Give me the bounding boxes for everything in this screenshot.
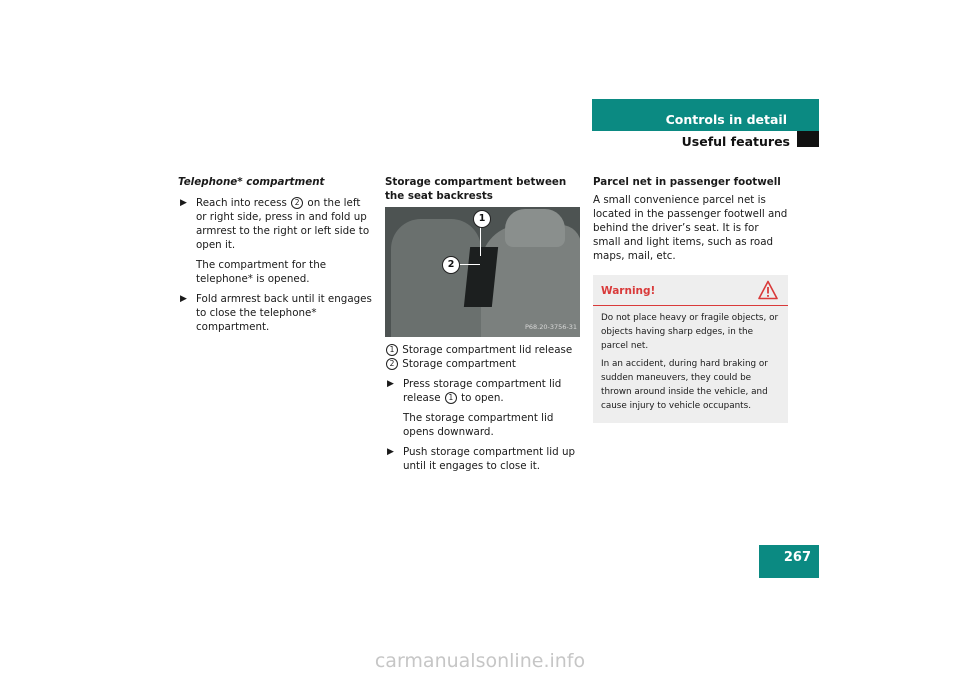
figure-marker-1: 1 bbox=[473, 210, 491, 228]
instruction-step: ▶ Reach into recess 2 on the left or right side, press in and fold up armrest to the right or left side to open it. bbox=[180, 197, 370, 251]
chapter-title: Controls in detail bbox=[665, 112, 787, 127]
callout-number: 2 bbox=[291, 197, 303, 209]
page-number: 267 bbox=[759, 545, 819, 578]
bullet-arrow-icon: ▶ bbox=[387, 379, 394, 389]
chapter-header-bar bbox=[592, 99, 819, 131]
instruction-step: ▶ Fold armrest back until it engages to close the telephone* compartment. bbox=[180, 293, 372, 333]
parcel-net-heading: Parcel net in passenger footwell bbox=[593, 176, 781, 188]
telephone-compartment-heading: Telephone* compartment bbox=[178, 176, 325, 188]
bullet-arrow-icon: ▶ bbox=[180, 294, 187, 304]
warning-header bbox=[593, 275, 788, 306]
storage-compartment-heading: Storage compartment between the seat backrests bbox=[385, 176, 567, 202]
callout-number: 1 bbox=[445, 392, 457, 404]
figure-code: P68.20-3756-31 bbox=[524, 323, 577, 331]
warning-box bbox=[593, 275, 788, 423]
seat-backrest-photo bbox=[385, 207, 580, 337]
parcel-net-body: A small convenience parcel net is located in the passenger footwell and behind the driver’s seat. It is for small and light items, such as road maps, mail, etc. bbox=[593, 194, 788, 262]
figure-marker-2: 2 bbox=[442, 256, 460, 274]
warning-triangle-icon bbox=[758, 280, 778, 300]
legend-item: 2 Storage compartment bbox=[385, 357, 581, 371]
instruction-result: The compartment for the telephone* is opened. bbox=[196, 259, 327, 285]
section-marker bbox=[797, 131, 819, 147]
column-telephone-compartment bbox=[178, 175, 374, 340]
column-storage-compartment bbox=[385, 175, 581, 479]
watermark: carmanualsonline.info bbox=[374, 650, 586, 672]
column-parcel-net bbox=[593, 175, 789, 423]
warning-title: Warning! bbox=[601, 285, 656, 297]
bullet-arrow-icon: ▶ bbox=[180, 198, 187, 208]
instruction-step: ▶ Press storage compartment lid release 1 to open. bbox=[387, 378, 562, 404]
warning-paragraph: Do not place heavy or fragile objects, or objects having sharp edges, in the parcel net. bbox=[601, 313, 779, 351]
warning-body bbox=[593, 306, 788, 413]
instruction-result: The storage compartment lid opens downward. bbox=[403, 412, 554, 438]
warning-paragraph: In an accident, during hard braking or sudden maneuvers, they could be thrown around inside the vehicle, and cause injury to vehicle occupants. bbox=[601, 359, 768, 411]
instruction-step: ▶ Push storage compartment lid up until it engages to close it. bbox=[387, 446, 576, 472]
legend-item: 1 Storage compartment lid release bbox=[385, 343, 581, 357]
bullet-arrow-icon: ▶ bbox=[387, 447, 394, 457]
section-title: Useful features bbox=[681, 134, 790, 149]
